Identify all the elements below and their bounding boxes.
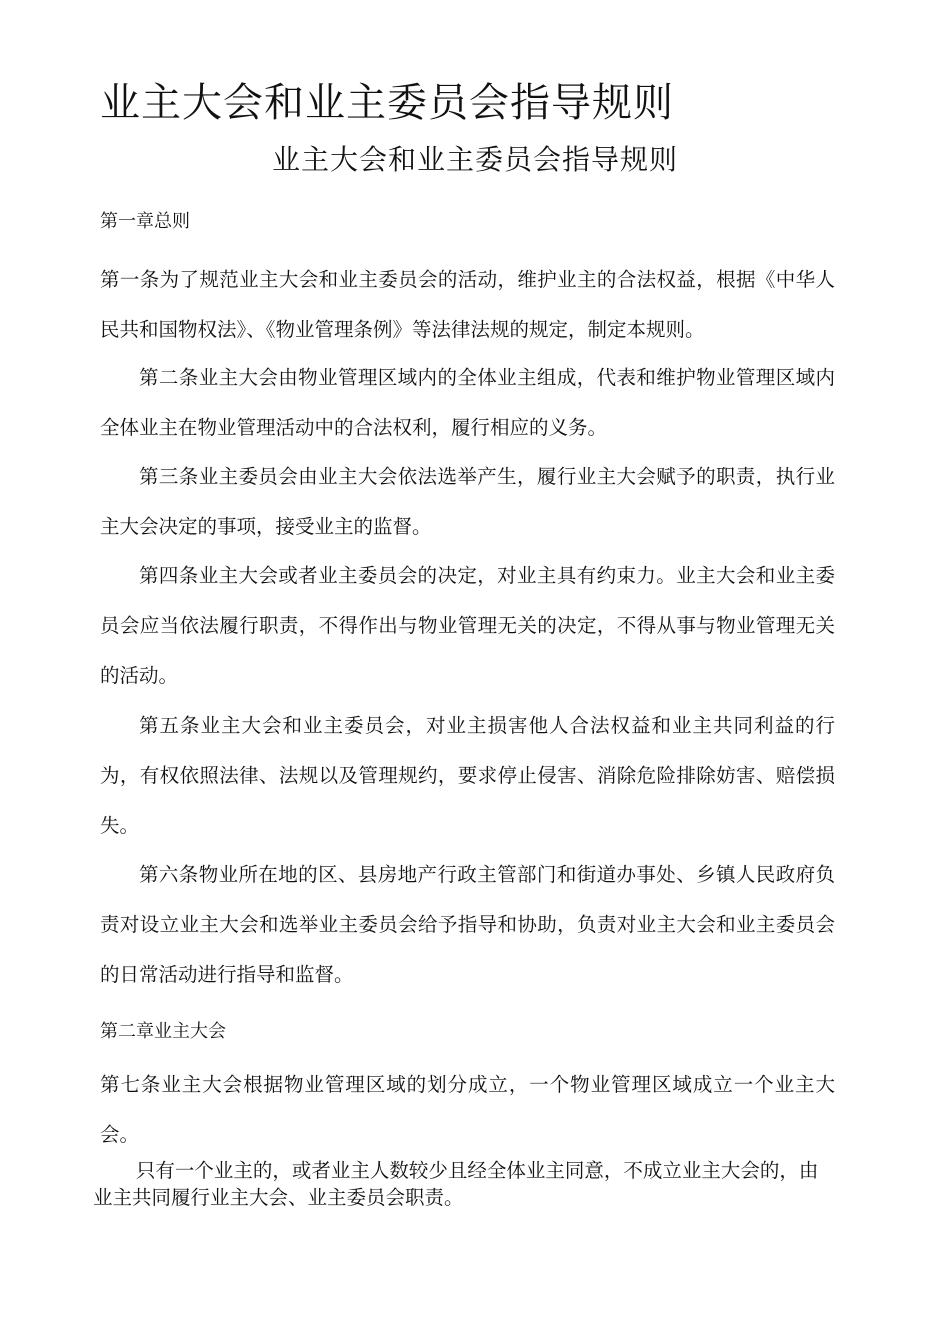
article-3: 第三条业主委员会由业主大会依法选举产生，履行业主大会赋予的职责，执行业主大会决定的事项，接受业主的监督。 — [100, 465, 835, 538]
article-7-supplement: 只有一个业主的，或者业主人数较少且经全体业主同意，不成立业主大会的，由业主共同履行业主大会、业主委员会职责。 — [93, 1159, 819, 1209]
chapter-heading-2: 第二章业主大会 — [100, 1021, 226, 1042]
article-5: 第五条业主大会和业主委员会，对业主损害他人合法权益和业主共同利益的行为，有权依照法律、法规以及管理规约，要求停止侵害、消除危险排除妨害、赔偿损失。 — [100, 714, 835, 837]
article-4: 第四条业主大会或者业主委员会的决定，对业主具有约束力。业主大会和业主委员会应当依法履行职责，不得作出与物业管理无关的决定，不得从事与物业管理无关的活动。 — [100, 564, 835, 687]
document-main-title: 业主大会和业主委员会指导规则 — [100, 80, 674, 126]
document-sub-title: 业主大会和业主委员会指导规则 — [271, 143, 678, 176]
article-1: 第一条为了规范业主大会和业主委员会的活动，维护业主的合法权益，根据《中华人民共和国物权法》、《物业管理条例》等法律法规的规定，制定本规则。 — [100, 268, 835, 341]
article-2: 第二条业主大会由物业管理区域内的全体业主组成，代表和维护物业管理区域内全体业主在物业管理活动中的合法权利，履行相应的义务。 — [100, 366, 835, 439]
article-7: 第七条业主大会根据物业管理区域的划分成立，一个物业管理区域成立一个业主大会。 — [100, 1073, 835, 1146]
chapter-heading-1: 第一章总则 — [100, 211, 190, 232]
article-6: 第六条物业所在地的区、县房地产行政主管部门和街道办事处、乡镇人民政府负责对设立业主大会和选举业主委员会给予指导和协助，负责对业主大会和业主委员会的日常活动进行指导和监督。 — [100, 863, 835, 986]
